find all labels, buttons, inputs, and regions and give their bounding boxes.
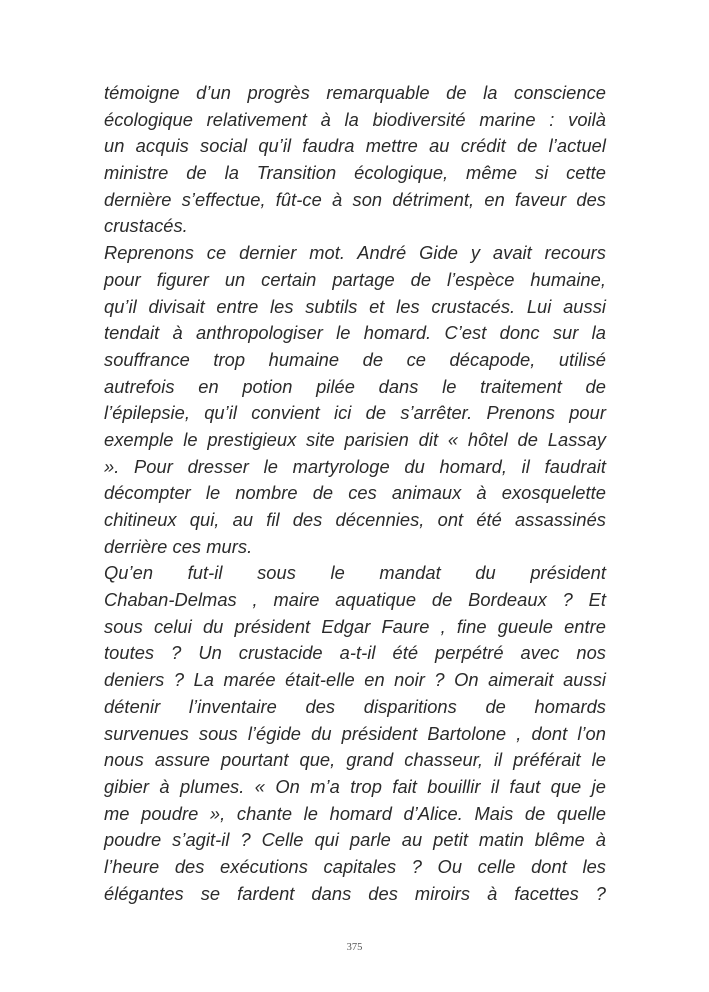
text-line: chitineux qui, au fil des décennies, ont été assassinés — [104, 509, 606, 530]
text-line: pour figurer un certain partage de l’espèce humaine, — [104, 268, 606, 290]
text-line: souffrance trop humaine de ce décapode, utilisé — [104, 348, 606, 370]
text-line: Reprenons ce dernier mot. André Gide y avait recours — [104, 242, 606, 264]
text-line: l’heure des exécutions capitales ? Ou celle dont les — [104, 855, 606, 877]
text-line: poudre s’agit-il ? Celle qui parle au petit matin blême à — [104, 829, 606, 851]
text-line: écologique relativement à la biodiversité marine : voilà — [104, 108, 606, 130]
text-line: l’épilepsie, qu’il convient ici de s’arrêter. Prenons pour — [104, 402, 606, 424]
text-line: Qu’en fut-il sous le mandat du président — [104, 562, 606, 584]
text-line: exemple le prestigieux site parisien dit « hôtel de Lassay — [104, 428, 606, 450]
text-line: toutes ? Un crustacide a-t-il été perpétré avec nos — [104, 642, 606, 664]
text-line: me poudre », chante le homard d’Alice. Mais de quelle — [104, 802, 606, 824]
text-line: derrière ces murs. — [104, 535, 253, 557]
text-line: témoigne d’un progrès remarquable de la conscience — [104, 82, 606, 103]
text-line: survenues sous l’égide du président Bartolone , dont l’on — [104, 722, 606, 744]
text-line: Chaban-Delmas , maire aquatique de Bordeaux ? Et — [104, 589, 606, 611]
text-line: sous celui du président Edgar Faure , fine gueule entre — [104, 615, 606, 637]
text-line: deniers ? La marée était-elle en noir ? On aimerait aussi — [104, 669, 606, 691]
text-line: dernière s’effectue, fût-ce à son détriment, en faveur des — [104, 188, 606, 210]
text-line: ». Pour dresser le martyrologe du homard, il faudrait — [104, 455, 606, 477]
text-line: crustacés. — [104, 215, 188, 237]
page-number: 375 — [346, 942, 363, 953]
text-line: élégantes se fardent dans des miroirs à facettes ? — [104, 882, 606, 904]
text-line: tendait à anthropologiser le homard. C’est donc sur la — [104, 322, 606, 344]
text-line: décompter le nombre de ces animaux à exosquelette — [104, 482, 606, 504]
text-line: un acquis social qu’il faudra mettre au crédit de l’actuel — [104, 135, 606, 157]
text-line: autrefois en potion pilée dans le traitement de — [104, 375, 606, 397]
text-line: ministre de la Transition écologique, même si cette — [104, 162, 606, 184]
text-line: qu’il divisait entre les subtils et les crustacés. Lui aussi — [104, 295, 606, 317]
text-line: nous assure pourtant que, grand chasseur, il préférait le — [104, 749, 606, 771]
text-line: détenir l’inventaire des disparitions de homards — [104, 695, 606, 717]
body-text — [104, 80, 606, 907]
text-line: gibier à plumes. « On m’a trop fait bouillir il faut que je — [104, 775, 606, 797]
